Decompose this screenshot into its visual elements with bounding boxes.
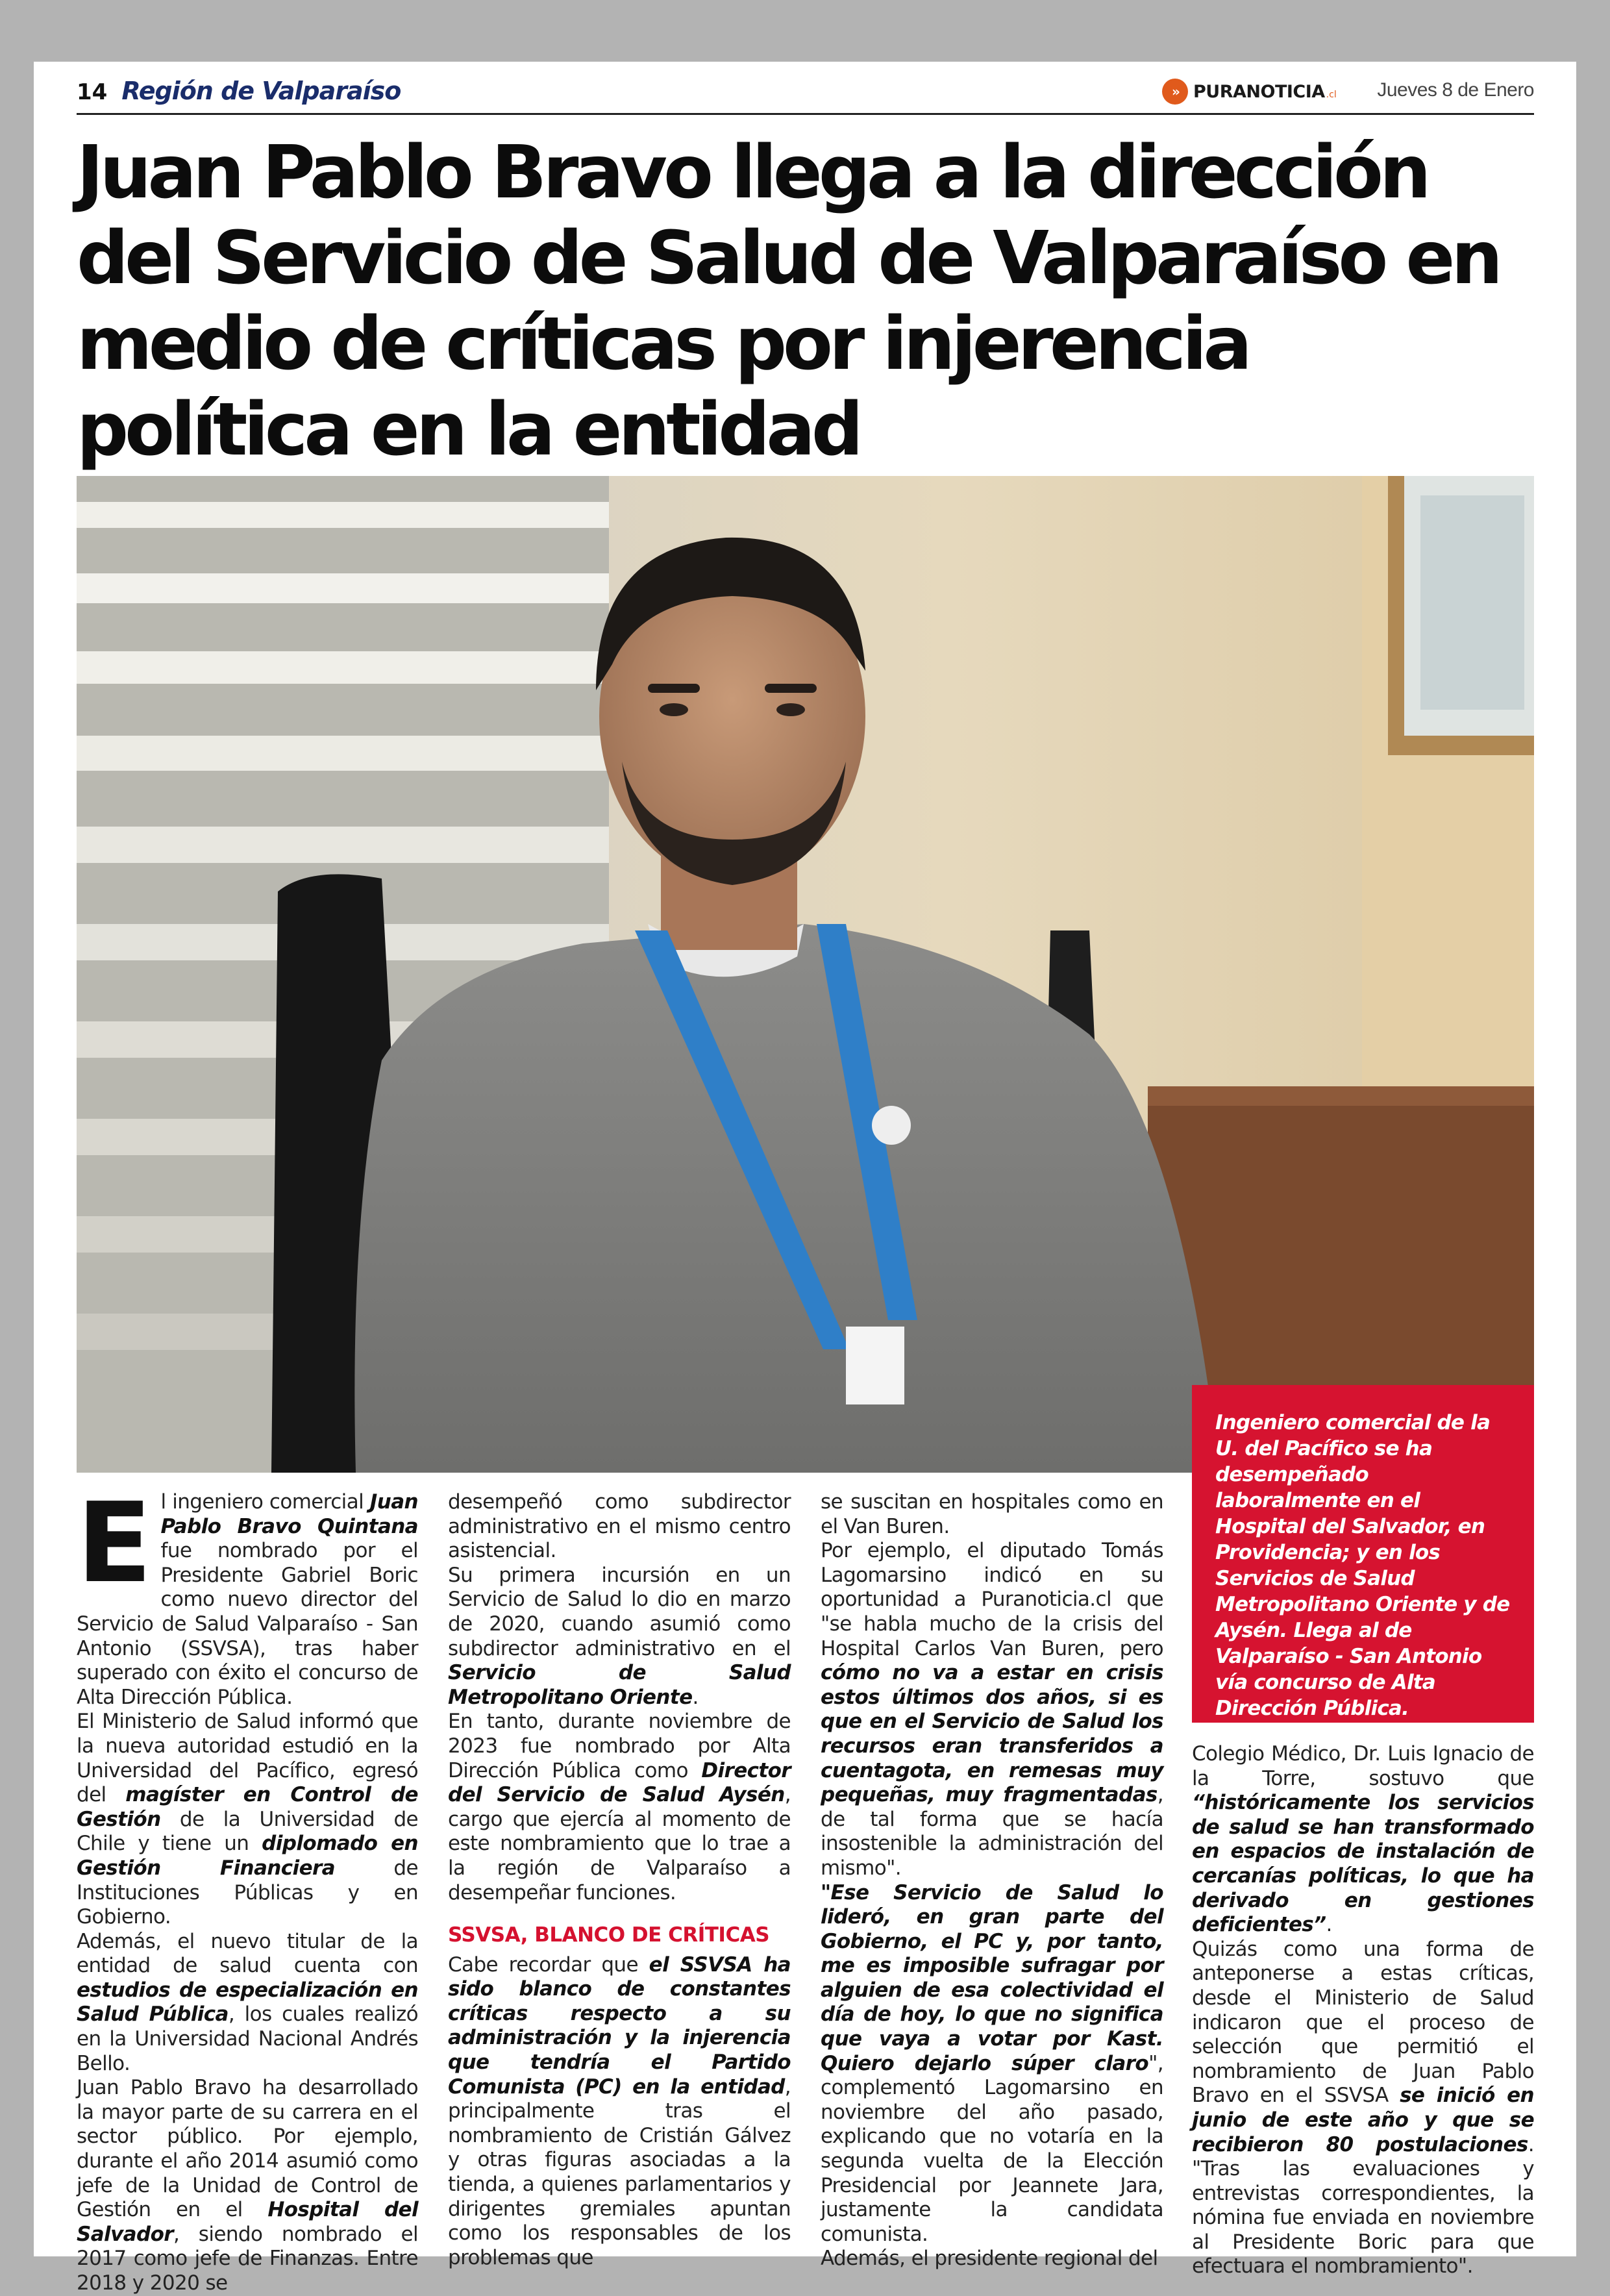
text-run: l ingeniero comercial	[160, 1490, 370, 1514]
headline: Juan Pablo Bravo llega a la dirección del Servicio de Salud de Valparaíso en medio de críticas por injerencia política en la entidad	[77, 131, 1500, 472]
section-title: Región de Valparaíso	[121, 77, 401, 105]
paragraph: se suscitan en hospitales como en el Van Buren.	[821, 1490, 1163, 1538]
text-run: , siendo nombrado el 2017 como jefe de Finanzas. Entre 2018 y 2020 se	[77, 2222, 418, 2295]
text-run: .	[1326, 1913, 1332, 1937]
paragraph	[1192, 1742, 1534, 1938]
brand-logo	[1162, 77, 1337, 106]
paragraph	[448, 1953, 791, 2271]
paragraph	[77, 1930, 418, 2077]
page-number: 14	[77, 79, 108, 105]
text-run: Su primera incursión en un Servicio de Salud lo dio en marzo de 2020, cuando asumió como subdirector administrativo en el	[448, 1563, 791, 1660]
article-column-3	[821, 1490, 1163, 2271]
emphasis: Director del Servicio de Salud Aysén	[448, 1758, 791, 1807]
paragraph	[448, 1564, 791, 1710]
paragraph	[448, 1710, 791, 1905]
text-run: Colegio Médico, Dr. Luis Ignacio de la Torre, sostuvo que	[1192, 1742, 1534, 1790]
text-run: fue nombrado por el Presidente Gabriel Boric como nuevo director del Servicio de Salud Valparaíso - San Antonio (SSVSA), tras haber superado con éxito el concurso de Alta Dirección Pública.	[77, 1539, 418, 1709]
emphasis: se inició en junio de este año y que se recibieron 80 postulaciones	[1192, 2084, 1534, 2156]
emphasis: "Ese Servicio de Salud lo lideró, en gran parte del Gobierno, el PC y, por tanto, me es imposible sufragar por alguien de esa colectividad el día de hoy, lo que no significa que vaya a votar por Kast. Quiero dejarlo súper claro	[821, 1880, 1163, 2075]
text-run: .	[692, 1685, 699, 1709]
emphasis: “históricamente los servicios de salud se han transformado en espacios de instalación de cercanías políticas, lo que ha derivado en gestiones deficientes”	[1192, 1791, 1534, 1937]
text-run: , cargo que ejercía al momento de este nombramiento que lo trae a la región de Valparaíso a desempeñar funciones.	[448, 1783, 791, 1904]
photo-caption-box	[1192, 1385, 1534, 1723]
emphasis: magíster en Control de Gestión	[77, 1783, 418, 1831]
text-run: , de tal forma que se hacía insostenible la administración del mismo".	[821, 1783, 1163, 1880]
text-run: , principalmente tras el nombramiento de Cristián Gálvez y otras figuras asociadas a la tienda, a quienes parlamentarios y dirigentes gremiales apuntan como los responsables de los problemas que	[448, 2075, 791, 2269]
text-run: , los cuales realizó en la Universidad Nacional Andrés Bello.	[77, 2003, 418, 2075]
article-column-4	[1192, 1742, 1534, 2279]
emphasis: diplomado en Gestión Financiera	[77, 1832, 418, 1880]
brand-name: PURANOTICIA	[1193, 81, 1325, 102]
emphasis: Juan Pablo Bravo Quintana	[160, 1490, 418, 1538]
paragraph	[821, 1539, 1163, 1880]
article-column-2	[448, 1490, 791, 2270]
emphasis: el SSVSA ha sido blanco de constantes críticas respecto a su administración y la injerencia que tendría el Partido Comunista (PC) en la entidad	[448, 1953, 791, 2099]
header-rule	[77, 113, 1534, 115]
brand-tld: .cl	[1326, 90, 1337, 100]
article-photo	[77, 476, 1534, 1473]
emphasis: estudios de especialización en Salud Pública	[77, 1978, 418, 2027]
text-run: Quizás como una forma de anteponerse a estas críticas, desde el Ministerio de Salud indicaron que el proceso de selección que permitió el nombramiento de Juan Pablo Bravo en el SSVSA	[1192, 1937, 1534, 2108]
article-column-1	[77, 1479, 418, 2296]
text-run: de Instituciones Públicas y en Gobierno.	[77, 1856, 418, 1929]
picture-frame	[1388, 476, 1534, 755]
paragraph	[77, 2076, 418, 2295]
text-run: Juan Pablo Bravo ha desarrollado la mayor parte de su carrera en el sector público. Por ejemplo, durante el año 2014 asumió como jefe de la Unidad de Control de Gestión en el	[77, 2076, 418, 2222]
issue-date: Jueves 8 de Enero	[1377, 79, 1534, 101]
paragraph	[77, 1710, 418, 1929]
text-run: Además, el nuevo titular de la entidad de salud cuenta con	[77, 1929, 418, 1978]
photo-caption: Ingeniero comercial de la U. del Pacífico se ha desempeñado laboralmente en el Hospital del Salvador, en Providencia; y en los Servicios de Salud Metropolitano Oriente y de Aysén. Llega al de Valparaíso - San Antonio vía concurso de Alta Dirección Pública.	[1215, 1411, 1510, 1720]
paragraph: Además, el presidente regional del	[821, 2247, 1158, 2271]
emphasis: Servicio de Salud Metropolitano Oriente	[448, 1661, 791, 1709]
emphasis: cómo no va a estar en crisis estos últimos dos años, si es que en el Servicio de Salud los recursos eran transferidos a cuentagota, en remesas muy pequeñas, muy fragmentadas	[821, 1661, 1163, 1807]
paragraph	[77, 1479, 418, 1710]
text-run: ", complementó Lagomarsino en noviembre del año pasado, explicando que no votaría en la segunda vuelta de la Elección Presidencial por Jeannete Jara, justamente la candidata comunista.	[821, 2051, 1163, 2246]
chevrons-icon: »	[1162, 79, 1188, 105]
paragraph: desempeñó como subdirector administrativo en el mismo centro asistencial.	[448, 1490, 791, 1563]
text-run: de la Universidad de Chile y tiene un	[77, 1807, 418, 1856]
text-run: Cabe recordar que	[448, 1953, 649, 1977]
drop-cap: E	[77, 1479, 152, 1608]
text-run: En tanto, durante noviembre de 2023 fue nombrado por Alta Dirección Pública como	[448, 1710, 791, 1782]
text-run: . "Tras las evaluaciones y entrevistas correspondientes, la nómina fue enviada en noviembre al Presidente Boric para que efectuara el nombramiento".	[1192, 2132, 1534, 2278]
page-folio	[77, 77, 401, 113]
text-run: El Ministerio de Salud informó que la nueva autoridad estudió en la Universidad del Pacífico, egresó del	[77, 1710, 418, 1807]
text-run: Por ejemplo, el diputado Tomás Lagomarsino indicó en su oportunidad a Puranoticia.cl que "se habla mucho de la crisis del Hospital Carlos Van Buren, pero	[821, 1539, 1163, 1660]
paragraph	[1192, 1938, 1534, 2279]
paragraph	[821, 1881, 1163, 2247]
emphasis: Hospital del Salvador	[77, 2198, 418, 2246]
section-subhead: SSVSA, BLANCO DE CRÍTICAS	[448, 1923, 770, 1947]
